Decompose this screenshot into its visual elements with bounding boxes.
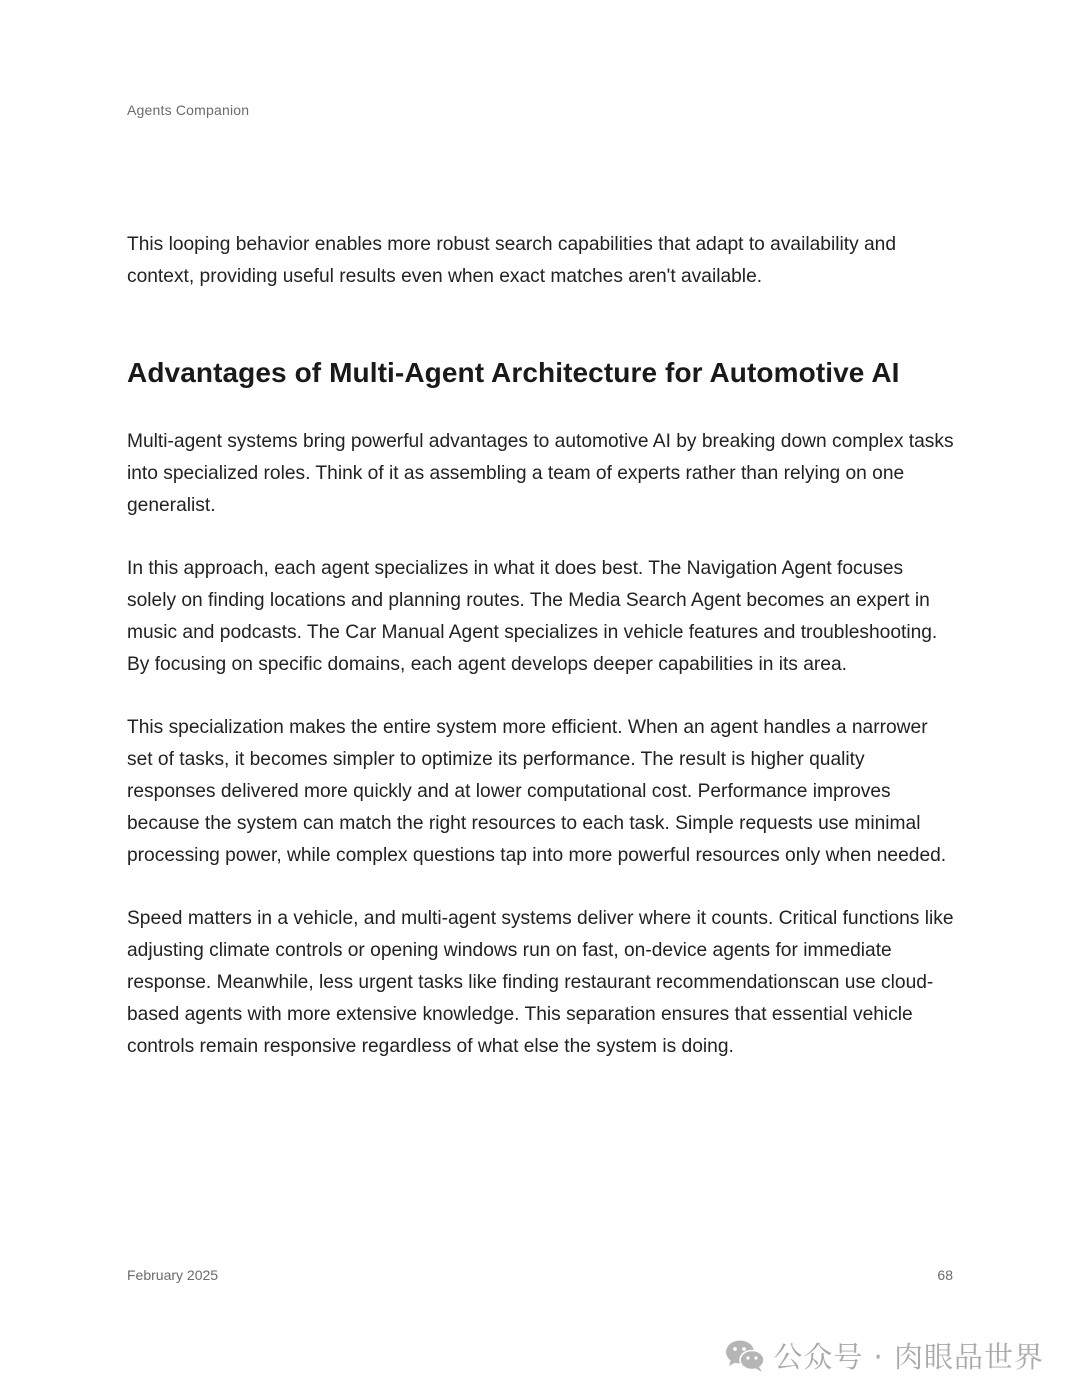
intro-paragraph: This looping behavior enables more robust search capabilities that adapt to availability and context, providing useful results even when exact matches aren't available.	[127, 234, 897, 287]
paragraph-2: In this approach, each agent specializes in what it does best. The Navigation Agent focuses solely on finding locations and planning routes. The Media Search Agent becomes an expert in music and podcasts. The Car Manual Agent specializes in vehicle features and troubleshooting. By focusing on specific domains, each agent develops deeper capabilities in its area.	[127, 558, 938, 675]
section-body	[127, 426, 957, 1063]
watermark	[725, 1335, 1044, 1376]
paragraph-3: This specialization makes the entire system more efficient. When an agent handles a narrower set of tasks, it becomes simpler to optimize its performance. The result is higher quality responses delivered more quickly and at lower computational cost. Performance improves because the system can match the right resources to each task. Simple requests use minimal processing power, while complex questions tap into more powerful resources only when needed.	[127, 717, 947, 866]
section-heading: Advantages of Multi-Agent Architecture for Automotive AI	[127, 357, 900, 388]
footer-date: February 2025	[127, 1267, 219, 1283]
document-body	[127, 229, 957, 1063]
watermark-text: 公众号 · 肉眼品世界	[773, 1340, 1044, 1374]
paragraph-4: Speed matters in a vehicle, and multi-agent systems deliver where it counts. Critical functions like adjusting climate controls or opening windows run on fast, on-device agents for immediate response. Meanwhile, less urgent tasks like finding restaurant recommendationscan use cloud-based agents with more extensive knowledge. This separation ensures that essential vehicle controls remain responsive regardless of what else the system is doing.	[127, 908, 954, 1057]
wechat-icon	[725, 1338, 765, 1374]
page-number: 68	[937, 1267, 953, 1283]
running-header: Agents Companion	[127, 102, 250, 118]
paragraph-1: Multi-agent systems bring powerful advantages to automotive AI by breaking down complex tasks into specialized roles. Think of it as assembling a team of experts rather than relying on one generalist.	[127, 431, 954, 516]
